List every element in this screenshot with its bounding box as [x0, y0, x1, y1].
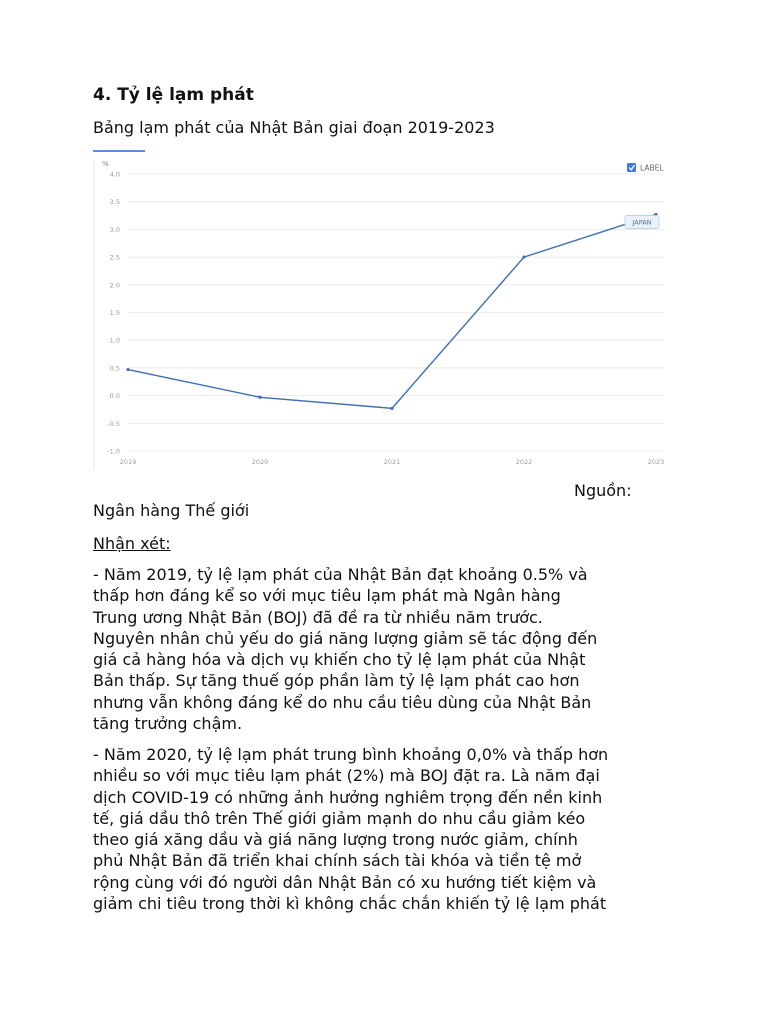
y-tick-label: 3.5: [109, 198, 120, 207]
y-tick-label: 3.0: [109, 225, 120, 234]
y-tick-label: 2.5: [109, 253, 120, 262]
x-tick-label: 2019: [119, 458, 137, 466]
paragraph-line: - Năm 2020, tỷ lệ lạm phát trung bình khoảng 0,0% và thấp hơn: [93, 745, 609, 764]
inflation-chart: [93, 150, 675, 470]
chart-caption: Bảng lạm phát của Nhật Bản giai đoạn 2019-2023: [93, 118, 495, 137]
y-tick-label: 2.0: [109, 281, 120, 290]
x-tick-label: 2022: [515, 458, 533, 466]
series-line-japan: [128, 214, 656, 408]
paragraph-line: tăng trưởng chậm.: [93, 714, 243, 734]
y-tick-label: 1.5: [109, 309, 120, 317]
source-label: Nguồn:: [574, 481, 632, 500]
paragraph-line: - Năm 2019, tỷ lệ lạm phát của Nhật Bản đạt khoảng 0.5% và: [93, 565, 588, 584]
paragraph-line: giảm chi tiêu trong thời kì không chắc chắn khiến tỷ lệ lạm phát: [93, 894, 607, 914]
y-axis-unit: %: [102, 160, 109, 168]
data-point: [522, 256, 525, 259]
paragraph-line: thấp hơn đáng kể so với mục tiêu lạm phát mà Ngân hàng: [93, 586, 561, 606]
paragraph-line: Bản thấp. Sự tăng thuế góp phần làm tỷ lệ lạm phát cao hơn: [93, 671, 580, 691]
paragraph-line: nhưng vẫn không đáng kể do nhu cầu tiêu dùng của Nhật Bản: [93, 692, 592, 712]
y-tick-label: -1.0: [107, 447, 120, 456]
data-point: [390, 407, 393, 410]
data-point: [258, 396, 261, 399]
section-heading: 4. Tỷ lệ lạm phát: [93, 85, 254, 105]
y-tick-label: 0.5: [109, 364, 120, 373]
x-tick-label: 2020: [251, 458, 269, 466]
data-point: [126, 368, 129, 371]
y-tick-label: 4.0: [109, 170, 120, 179]
paragraph-line: tế, giá dầu thô trên Thế giới giảm mạnh do nhu cầu giảm kéo: [93, 808, 586, 828]
paragraph-line: dịch COVID-19 có những ảnh hưởng nghiêm trọng đến nền kinh: [93, 787, 603, 807]
paragraph-2019: [93, 564, 683, 734]
paragraph-line: rộng cùng với đó người dân Nhật Bản có xu hướng tiết kiệm và: [93, 872, 597, 892]
notes-title: Nhận xét:: [93, 534, 171, 553]
paragraph-line: phủ Nhật Bản đã triển khai chính sách tài khóa và tiền tệ mở: [93, 851, 582, 871]
paragraph-line: giá cả hàng hóa và dịch vụ khiến cho tỷ lệ lạm phát của Nhật: [93, 650, 586, 670]
y-tick-label: 0.0: [109, 392, 120, 401]
x-tick-label: 2021: [383, 458, 401, 466]
chart-accent-bar: [93, 150, 145, 152]
series-tag-label: JAPAN: [632, 218, 652, 227]
paragraph-line: theo giá xăng dầu và giá năng lượng trong nước giảm, chính: [93, 830, 578, 850]
paragraph-line: Trung ương Nhật Bản (BOJ) đã đề ra từ nhiều năm trước.: [93, 607, 543, 627]
legend-checkbox: [627, 163, 636, 172]
legend-label: LABEL: [640, 163, 664, 173]
x-tick-label: 2023: [647, 458, 665, 466]
paragraph-line: nhiều so với mục tiêu lạm phát (2%) mà BOJ đặt ra. Là năm đại: [93, 766, 600, 786]
paragraph-2020: [93, 744, 683, 914]
source-name: Ngân hàng Thế giới: [93, 501, 250, 520]
y-tick-label: 1.0: [109, 336, 120, 345]
y-tick-label: -0.5: [107, 419, 120, 428]
inflation-chart-svg: [93, 150, 675, 470]
paragraph-line: Nguyên nhân chủ yếu do giá năng lượng giảm sẽ tác động đến: [93, 628, 598, 648]
